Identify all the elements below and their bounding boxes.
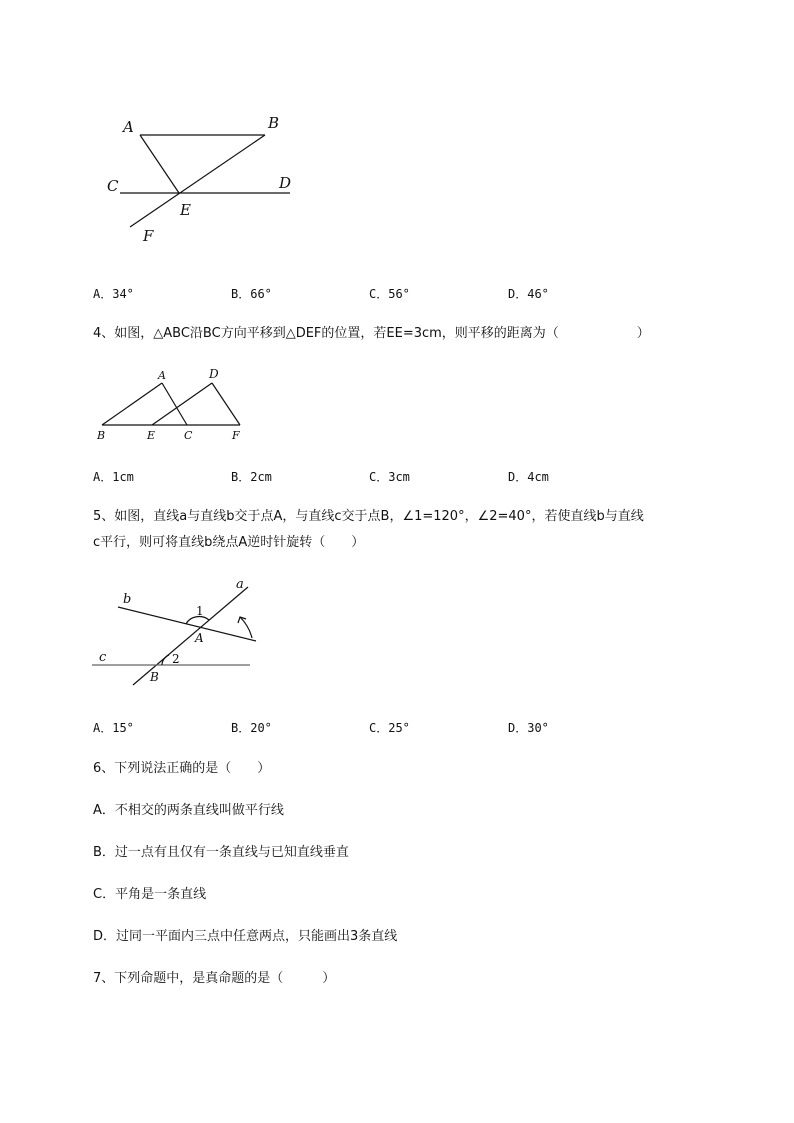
q4-question: 4、如图，△ABC沿BC方向平移到△DEF的位置，若EE=3cm，则平移的距离为（ ） — [93, 326, 650, 341]
label-f: F — [143, 227, 154, 245]
label-line-b: b — [123, 592, 132, 607]
q3-option-b: B．66° — [231, 287, 272, 301]
label-b: B — [97, 429, 106, 442]
q6-option-c: C．平角是一条直线 — [93, 887, 207, 902]
label-c: C — [107, 177, 119, 195]
q5-option-d: D．30° — [508, 721, 549, 735]
q5-question-line2: c平行，则可将直线b绕点A逆时针旋转（ ） — [93, 535, 365, 550]
figure-q5-diagram — [90, 575, 265, 687]
q5-option-c: C．25° — [369, 721, 410, 735]
segment-ae — [140, 135, 179, 193]
q5-option-b: B．20° — [231, 721, 272, 735]
q3-option-d: D．46° — [508, 287, 549, 301]
q3-option-a: A．34° — [93, 287, 134, 301]
label-point-b: B — [150, 670, 159, 684]
q6-option-a: A．不相交的两条直线叫做平行线 — [93, 803, 284, 818]
q5-question-line1: 5、如图，直线a与直线b交于点A，与直线c交于点B，∠1=120°，∠2=40°，若使直线b与直线 — [93, 509, 644, 524]
rotation-arrow-arc — [240, 617, 252, 638]
q4-option-a: A．1cm — [93, 470, 134, 484]
q4-option-c: C．3cm — [369, 470, 410, 484]
label-e: E — [147, 429, 156, 442]
q6-question: 6、下列说法正确的是（ ） — [93, 761, 271, 776]
segment-ed — [152, 383, 212, 425]
q3-option-c: C．56° — [369, 287, 410, 301]
label-d: D — [209, 367, 219, 381]
q4-option-b: B．2cm — [231, 470, 272, 484]
q5-option-a: A．15° — [93, 721, 134, 735]
label-e: E — [180, 201, 191, 219]
label-angle-2: 2 — [172, 652, 180, 666]
segment-ac — [162, 383, 187, 425]
label-a: A — [158, 369, 166, 382]
label-c: C — [184, 429, 193, 442]
angle-2-arc — [162, 655, 169, 665]
segment-ba — [102, 383, 162, 425]
segment-df — [212, 383, 240, 425]
q6-option-d: D．过同一平面内三点中任意两点，只能画出3条直线 — [93, 929, 398, 944]
q6-option-b: B．过一点有且仅有一条直线与已知直线垂直 — [93, 845, 349, 860]
label-line-a: a — [236, 577, 244, 592]
line-b — [118, 607, 256, 641]
label-b: B — [268, 114, 280, 132]
label-line-c: c — [99, 650, 107, 665]
q7-question: 7、下列命题中，是真命题的是（ ） — [93, 971, 336, 986]
label-point-a: A — [195, 631, 204, 645]
q4-option-d: D．4cm — [508, 470, 549, 484]
label-d: D — [279, 174, 292, 192]
label-angle-1: 1 — [196, 604, 204, 618]
figure-q3-diagram — [100, 110, 310, 250]
line-bf — [130, 135, 265, 227]
figure-q4-diagram — [90, 365, 255, 445]
label-a: A — [123, 118, 134, 136]
label-f: F — [232, 429, 240, 442]
